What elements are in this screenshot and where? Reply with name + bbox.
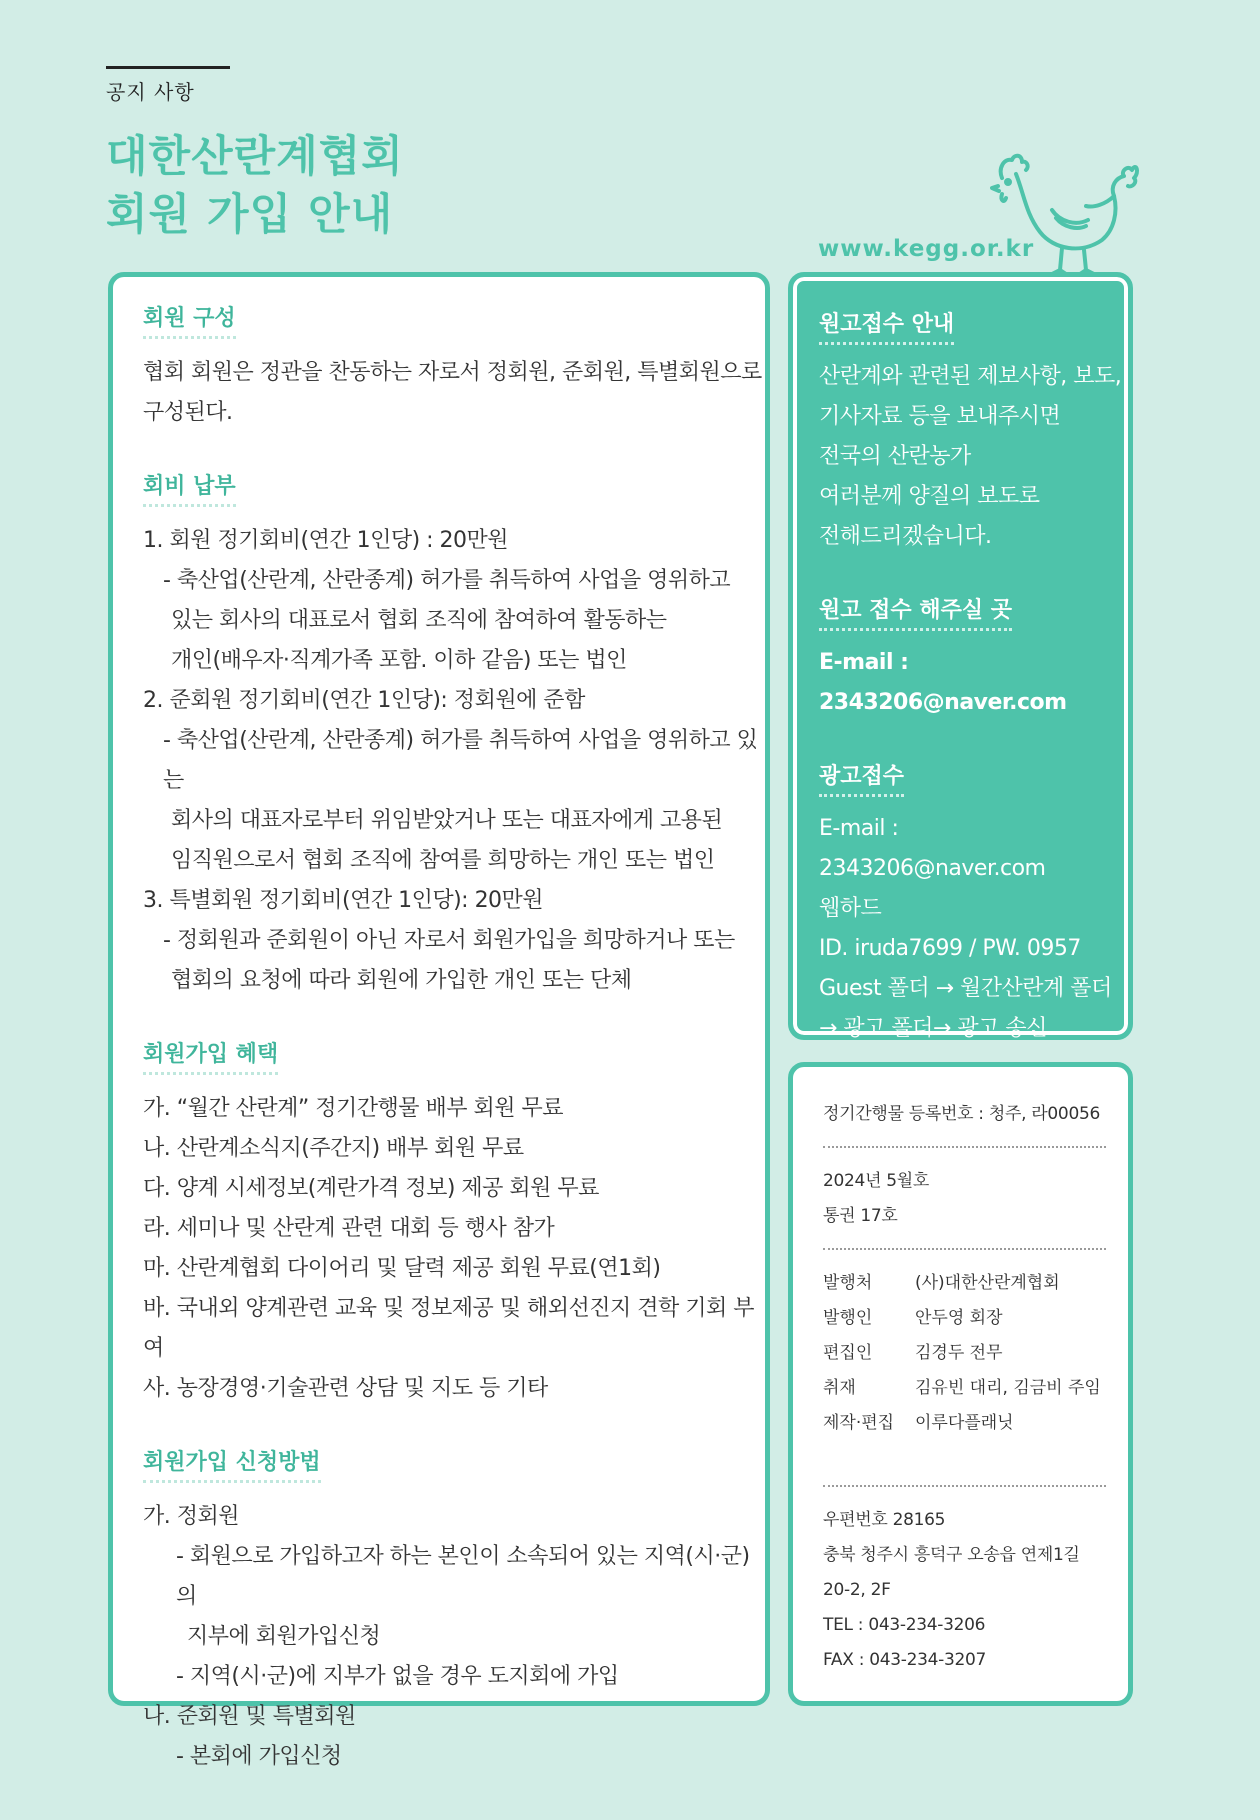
composition-line: 구성된다. <box>143 400 233 425</box>
staff-row <box>823 1371 1106 1406</box>
page-title <box>106 128 404 244</box>
staff-name: 이루다플래닛 <box>915 1413 1014 1433</box>
website-link[interactable]: www.kegg.or.kr <box>818 236 1035 262</box>
apply-line: 지부에 회원가입신청 <box>187 1624 381 1649</box>
title-line-2: 회원 가입 안내 <box>106 190 394 240</box>
issue-date: 2024년 5월호 <box>823 1171 930 1191</box>
title-line-1: 대한산란계협회 <box>106 132 404 182</box>
publication-card <box>788 1062 1133 1706</box>
benefit-line: 나. 산란계소식지(주간지) 배부 회원 무료 <box>143 1136 524 1161</box>
membership-card <box>108 272 770 1769</box>
submission-card <box>788 272 1133 1040</box>
postal-code: 우편번호 28165 <box>823 1510 946 1530</box>
staff-role: 취재 <box>823 1378 856 1398</box>
notice-label: 공지 사항 <box>106 80 195 104</box>
submission-email[interactable]: E-mail : 2343206@naver.com <box>819 650 1067 715</box>
staff-name: (사)대한산란계협회 <box>915 1273 1060 1293</box>
staff-role: 제작·편집 <box>823 1413 895 1433</box>
staff-row <box>823 1336 1106 1371</box>
ad-line: Guest 폴더 → 월간산란계 폴더 <box>819 976 1112 1001</box>
address-line: 충북 청주시 흥덕구 오송읍 연제1길 <box>823 1545 1080 1565</box>
benefit-line: 바. 국내외 양계관련 교육 및 정보제공 및 해외선진지 견학 기회 부여 <box>143 1296 754 1361</box>
benefit-title: 회원가입 혜택 <box>143 1037 278 1075</box>
staff-role: 편집인 <box>823 1343 873 1363</box>
divider <box>823 1485 1106 1487</box>
issue-number: 통권 17호 <box>823 1206 898 1226</box>
ad-line: → 광고 폴더→ 광고 송신 <box>819 1016 1047 1041</box>
staff-name: 안두영 회장 <box>915 1308 1003 1328</box>
fee-line: 3. 특별회원 정기회비(연간 1인당): 20만원 <box>143 888 544 913</box>
divider <box>823 1248 1106 1250</box>
submission-line: 전국의 산란농가 <box>819 444 971 469</box>
apply-line: - 회원으로 가입하고자 하는 본인이 소속되어 있는 지역(시·군)의 <box>176 1544 750 1609</box>
benefit-line: 사. 농장경영·기술관련 상담 및 지도 등 기타 <box>143 1376 548 1401</box>
fee-line: - 정회원과 준회원이 아닌 자로서 회원가입을 희망하거나 또는 <box>163 928 735 953</box>
fee-line: 협회의 요청에 따라 회원에 가입한 개인 또는 단체 <box>171 968 632 993</box>
staff-role: 발행인 <box>823 1308 873 1328</box>
benefit-line: 다. 양계 시세정보(계란가격 정보) 제공 회원 무료 <box>143 1176 599 1201</box>
benefit-line: 라. 세미나 및 산란계 관련 대회 등 행사 참가 <box>143 1216 555 1241</box>
benefit-line: 마. 산란계협회 다이어리 및 달력 제공 회원 무료(연1회) <box>143 1256 661 1281</box>
submission-line: 여러분께 양질의 보도로 <box>819 484 1040 509</box>
apply-title: 회원가입 신청방법 <box>143 1445 321 1483</box>
fee-line: 2. 준회원 정기회비(연간 1인당): 정회원에 준함 <box>143 688 585 713</box>
composition-line: 협회 회원은 정관을 찬동하는 자로서 정회원, 준회원, 특별회원으로 <box>143 360 762 385</box>
apply-line: - 지역(시·군)에 지부가 없을 경우 도지회에 가입 <box>176 1664 619 1689</box>
divider <box>823 1146 1106 1148</box>
submission-title: 원고접수 안내 <box>819 307 954 345</box>
address-line: 20-2, 2F <box>823 1580 891 1600</box>
staff-role: 발행처 <box>823 1273 873 1293</box>
header-rule <box>106 66 230 69</box>
fee-line: 임직원으로서 협회 조직에 참여를 희망하는 개인 또는 법인 <box>171 848 715 873</box>
apply-line: - 본회에 가입신청 <box>176 1744 342 1769</box>
apply-line: 나. 준회원 및 특별회원 <box>143 1704 356 1729</box>
fee-line: 1. 회원 정기회비(연간 1인당) : 20만원 <box>143 528 509 553</box>
composition-title: 회원 구성 <box>143 301 236 339</box>
fee-line: 있는 회사의 대표로서 협회 조직에 참여하여 활동하는 <box>171 608 667 633</box>
tel-number: TEL : 043-234-3206 <box>823 1615 986 1635</box>
fee-line: 개인(배우자·직계가족 포함. 이하 같음) 또는 법인 <box>171 648 627 673</box>
staff-row <box>823 1301 1106 1336</box>
ad-email[interactable]: E-mail : 2343206@naver.com <box>819 816 1046 881</box>
submission-line: 전해드리겠습니다. <box>819 524 992 549</box>
staff-name: 김유빈 대리, 김금비 주임 <box>915 1378 1101 1398</box>
staff-row <box>823 1266 1106 1301</box>
fee-line: - 축산업(산란계, 산란종계) 허가를 취득하여 사업을 영위하고 있는 <box>163 728 758 793</box>
fee-line: 회사의 대표자로부터 위임받았거나 또는 대표자에게 고용된 <box>171 808 723 833</box>
fee-line: - 축산업(산란계, 산란종계) 허가를 취득하여 사업을 영위하고 <box>163 568 731 593</box>
ad-title: 광고접수 <box>819 759 904 797</box>
submission-line: 기사자료 등을 보내주시면 <box>819 404 1061 429</box>
fax-number: FAX : 043-234-3207 <box>823 1650 987 1670</box>
ad-line: ID. iruda7699 / PW. 0957 <box>819 936 1081 961</box>
staff-name: 김경두 전무 <box>915 1343 1003 1363</box>
benefit-line: 가. “월간 산란계” 정기간행물 배부 회원 무료 <box>143 1096 564 1121</box>
apply-line: 가. 정회원 <box>143 1504 239 1529</box>
submission-where-title: 원고 접수 해주실 곳 <box>819 593 1012 631</box>
registration-number: 정기간행물 등록번호 : 청주, 라00056 <box>823 1104 1100 1124</box>
staff-row <box>823 1406 1106 1441</box>
ad-line: 웹하드 <box>819 896 882 921</box>
fee-title: 회비 납부 <box>143 469 236 507</box>
submission-line: 산란계와 관련된 제보사항, 보도, <box>819 364 1122 389</box>
